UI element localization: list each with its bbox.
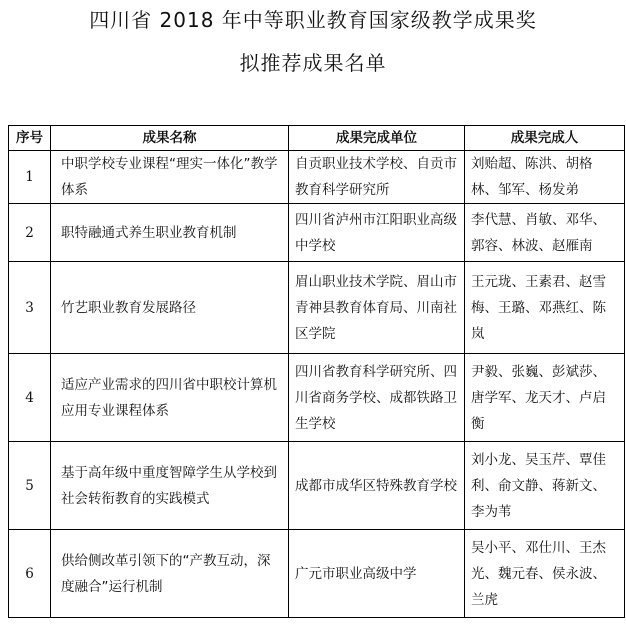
row-unit: 成都市成华区特殊教育学校 — [289, 442, 465, 530]
row-unit: 广元市职业高级中学 — [289, 530, 465, 618]
row-no: 4 — [9, 354, 51, 442]
row-name: 基于高年级中重度智障学生从学校到社会转衔教育的实践模式 — [51, 442, 289, 530]
row-people: 王元珑、王素君、赵雪梅、王璐、邓燕红、陈岚 — [465, 262, 625, 354]
document-title-line1: 四川省 2018 年中等职业教育国家级教学成果奖 — [89, 8, 537, 32]
table-row — [9, 442, 625, 530]
row-people: 尹毅、张巍、彭斌莎、唐学军、龙天才、卢启衡 — [465, 354, 625, 442]
table-row — [9, 354, 625, 442]
table-row — [9, 530, 625, 618]
row-no: 6 — [9, 530, 51, 618]
table-row — [9, 204, 625, 262]
header-people: 成果完成人 — [465, 126, 625, 151]
row-no: 2 — [9, 204, 51, 262]
row-unit: 四川省泸州市江阳职业高级中学校 — [289, 204, 465, 262]
row-people: 刘贻超、陈洪、胡格林、邹军、杨发弟 — [465, 151, 625, 204]
document-title-line2: 拟推荐成果名单 — [239, 51, 387, 75]
row-name: 职特融通式养生职业教育机制 — [51, 204, 289, 262]
row-name: 适应产业需求的四川省中职校计算机应用专业课程体系 — [51, 354, 289, 442]
row-people: 吴小平、邓仕川、王杰光、魏元春、侯永波、兰虎 — [465, 530, 625, 618]
header-unit: 成果完成单位 — [289, 126, 465, 151]
row-unit: 自贡职业技术学校、自贡市教育科学研究所 — [289, 151, 465, 204]
row-no: 5 — [9, 442, 51, 530]
row-no: 1 — [9, 151, 51, 204]
row-unit: 四川省教育科学研究所、四川省商务学校、成都铁路卫生学校 — [289, 354, 465, 442]
results-table — [8, 125, 625, 618]
table-header-row — [9, 126, 625, 151]
header-no: 序号 — [9, 126, 51, 151]
row-no: 3 — [9, 262, 51, 354]
row-name: 供给侧改革引领下的“产教互动，深度融合”运行机制 — [51, 530, 289, 618]
row-unit: 眉山职业技术学院、眉山市青神县教育体育局、川南社区学院 — [289, 262, 465, 354]
table-row — [9, 262, 625, 354]
row-people: 李代慧、肖敏、邓华、郭容、林波、赵雁南 — [465, 204, 625, 262]
table-row — [9, 151, 625, 204]
row-people: 刘小龙、吴玉芹、覃佳利、俞文静、蒋新文、李为苇 — [465, 442, 625, 530]
row-name: 中职学校专业课程“理实一体化”教学体系 — [51, 151, 289, 204]
header-name: 成果名称 — [51, 126, 289, 151]
row-name: 竹艺职业教育发展路径 — [51, 262, 289, 354]
